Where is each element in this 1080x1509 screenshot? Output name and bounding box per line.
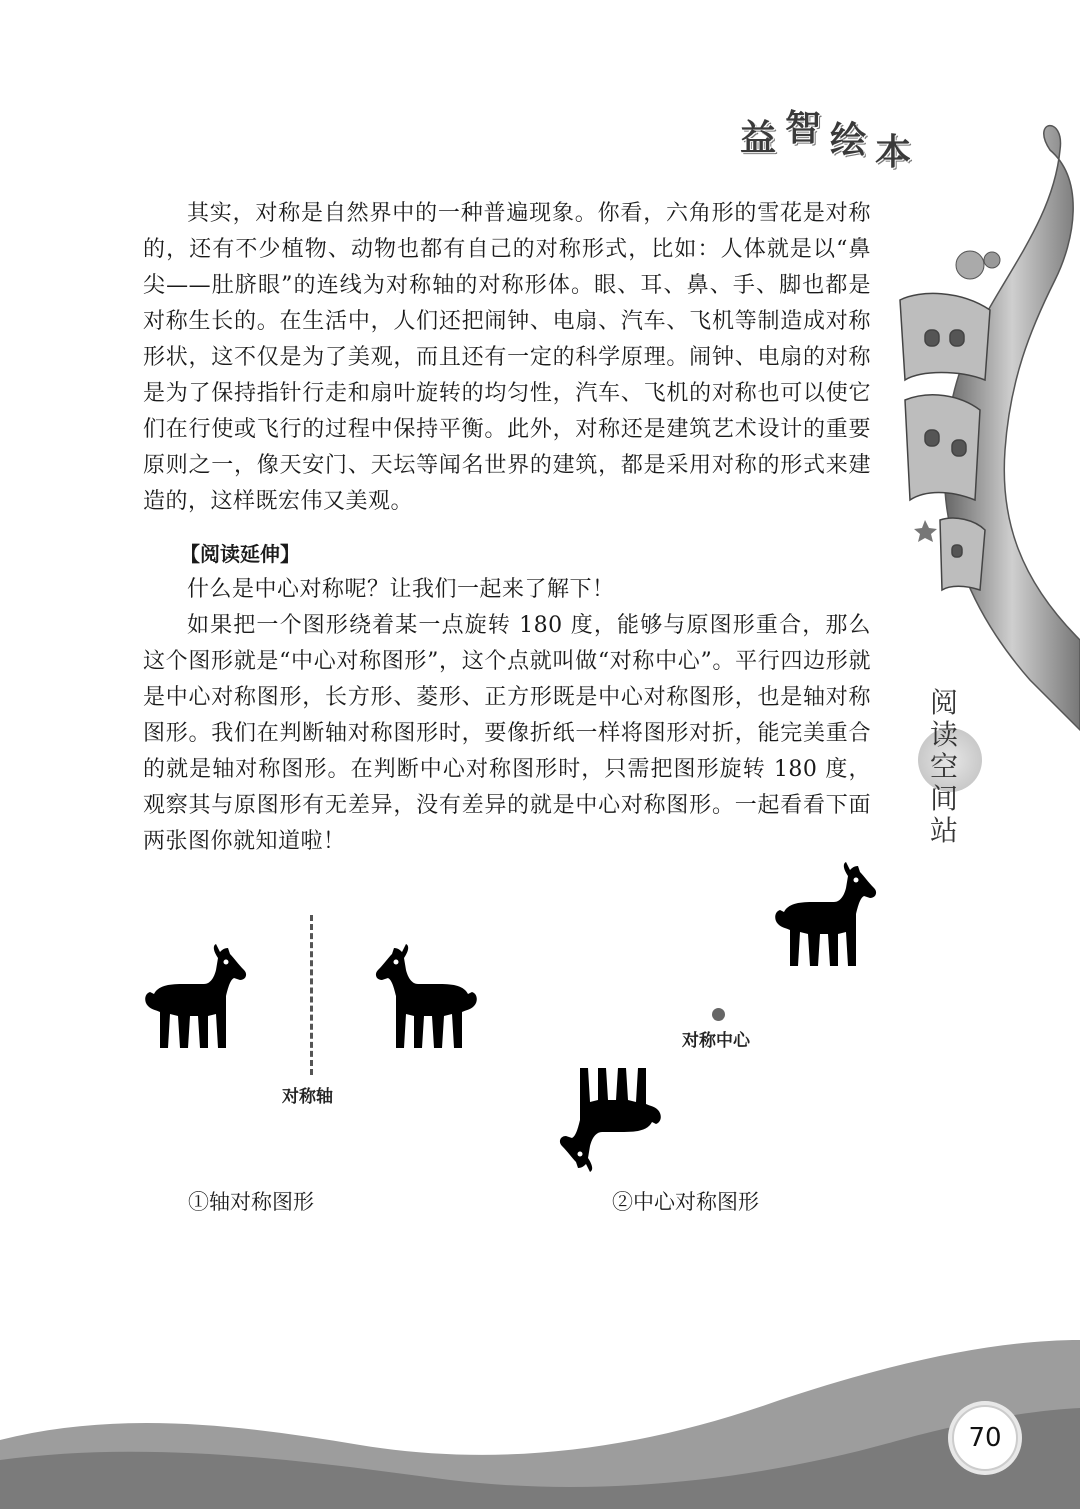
symmetry-center-dot [712,1008,725,1021]
body-paragraph-1 [143,196,871,520]
bottom-wave-decoration [0,1340,1080,1509]
axis-label: 对称轴 [282,1087,333,1107]
brand-char-3: 绘 [830,120,867,161]
side-char-3: 空 [930,750,959,783]
donkey-mirrored-icon [372,944,484,1052]
side-char-2: 读 [930,718,959,751]
house-illustration [900,293,990,590]
decorative-illustration [880,120,1080,740]
center-label: 对称中心 [682,1031,750,1051]
donkey-upright-icon [768,862,880,970]
paragraph-3-text: 如果把一个图形绕着某一点旋转 180 度，能够与原图形重合，那么这个图形就是“中心对称图形”，这个点就叫做“对称中心”。平行四边形就是中心对称图形，长方形、菱形、正方形既是中心对称图形，也是轴对称图形。我们在判断轴对称图形时，要像折纸一样将图形对折，能完美重合的就是轴对称图形。在判断中心对称图形时，只需把图形旋转 180 度，观察其与原图形有无差异，没有差异的就是中心对称图形。一起看看下面两张图你就知道啦！ [143,613,871,854]
balloon-icon [956,251,984,279]
star-icon [914,520,937,542]
donkey-rotated-icon [556,1064,668,1172]
body-paragraph-2 [143,572,871,860]
brand-char-1: 益 [740,118,777,159]
paragraph-1-text: 其实，对称是自然界中的一种普遍现象。你看，六角形的雪花是对称的，还有不少植物、动物也都有自己的对称形式，比如：人体就是以“鼻尖——肚脐眼”的连线为对称轴的对称形体。眼、耳、鼻、手、脚也都是对称生长的。在生活中，人们还把闹钟、电扇、汽车、飞机等制造成对称形状，这不仅是为了美观，而且还有一定的科学原理。闹钟、电扇的对称是为了保持指针行走和扇叶旋转的均匀性，汽车、飞机的对称也可以使它们在行使或飞行的过程中保持平衡。此外，对称还是建筑艺术设计的重要原则之一，像天安门、天坛等闻名世界的建筑，都是采用对称的形式来建造的，这样既宏伟又美观。 [143,201,871,514]
side-title [912,688,982,848]
symmetry-axis-line [310,915,315,1075]
paragraph-2-text: 什么是中心对称呢？让我们一起来了解下！ [187,577,615,602]
caption-axis-symmetry: ①轴对称图形 [188,1190,314,1214]
side-char-4: 间 [930,782,959,815]
section-heading: 【阅读延伸】 [180,542,300,566]
brand-char-2: 智 [785,108,822,149]
donkey-left-icon [138,944,250,1052]
brand-char-4: 本 [875,132,912,173]
side-char-1: 阅 [930,686,959,719]
page-number: 70 [952,1405,1018,1471]
caption-central-symmetry: ②中心对称图形 [612,1190,759,1214]
side-char-5: 站 [930,814,959,847]
